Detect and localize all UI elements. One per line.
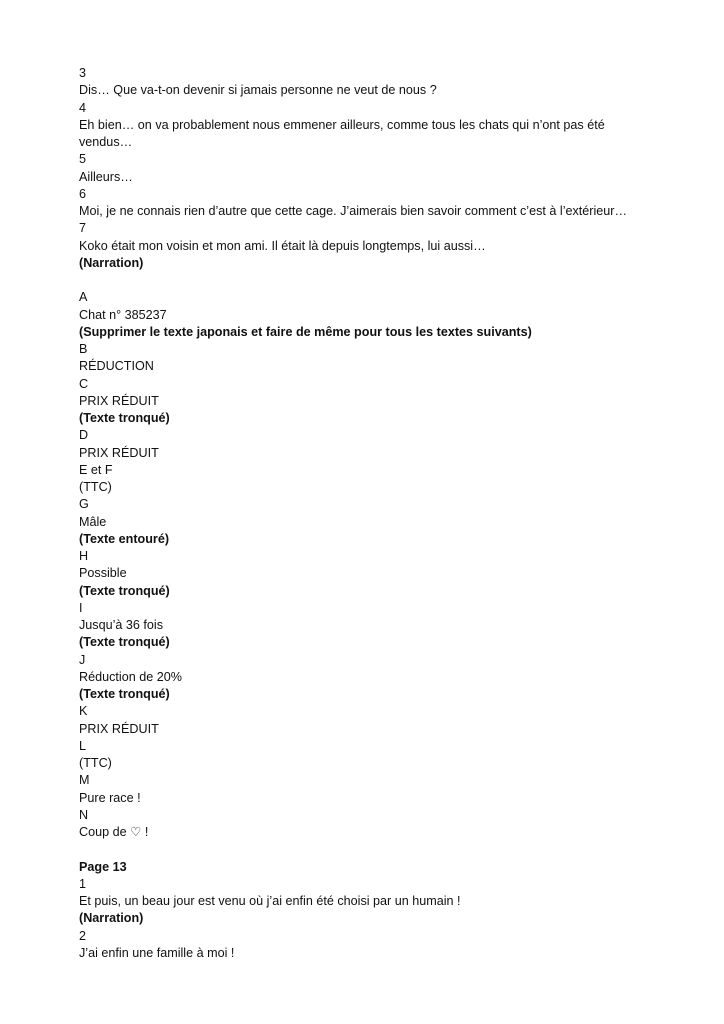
bold-note-line: (Supprimer le texte japonais et faire de même pour tous les textes suivants) xyxy=(79,324,532,339)
text-line: Moi, je ne connais rien d’autre que cette cage. J’aimerais bien savoir comment c’est à l’extérieur… xyxy=(79,204,628,218)
text-line: PRIX RÉDUIT xyxy=(79,721,159,736)
text-line: A xyxy=(79,290,88,305)
text-line: B xyxy=(79,342,88,356)
text-line: H xyxy=(79,549,89,563)
text-line: (TTC) xyxy=(79,480,112,494)
text-line: Pure race ! xyxy=(79,790,141,805)
text-line: D xyxy=(79,428,89,443)
blank-line xyxy=(79,272,679,289)
text-line: 6 xyxy=(79,186,87,201)
bold-note-line: (Texte tronqué) xyxy=(79,687,170,701)
text-line: vendus… xyxy=(79,135,133,149)
text-line: Ailleurs… xyxy=(79,169,133,184)
text-line: Eh bien… on va probablement nous emmener ailleurs, comme tous les chats qui n’ont pas été xyxy=(79,117,605,132)
text-line: (TTC) xyxy=(79,756,112,770)
text-line: J xyxy=(79,652,86,667)
text-line: 2 xyxy=(79,928,87,943)
blank-line xyxy=(79,841,679,858)
text-line: RÉDUCTION xyxy=(79,359,154,374)
text-line: Chat n° 385237 xyxy=(79,307,167,322)
text-line: 7 xyxy=(79,221,87,236)
bold-note-line: (Texte tronqué) xyxy=(79,411,170,425)
bold-note-line: (Narration) xyxy=(79,911,144,926)
text-line: C xyxy=(79,376,89,391)
text-line: L xyxy=(79,738,87,753)
document-body xyxy=(79,65,679,962)
text-line: M xyxy=(79,773,90,788)
text-line: Coup de ♡ ! xyxy=(79,825,149,839)
text-line: E et F xyxy=(79,462,113,477)
bold-note-line: (Texte entouré) xyxy=(79,531,170,546)
text-line: I xyxy=(79,600,83,615)
text-line: PRIX RÉDUIT xyxy=(79,445,159,460)
text-line: Mâle xyxy=(79,514,107,529)
text-line: PRIX RÉDUIT xyxy=(79,393,159,408)
text-line: Et puis, un beau jour est venu où j’ai enfin été choisi par un humain ! xyxy=(79,894,461,908)
bold-note-line: (Narration) xyxy=(79,255,144,270)
bold-note-line: (Texte tronqué) xyxy=(79,583,170,598)
text-line: 3 xyxy=(79,66,87,80)
text-line: Koko était mon voisin et mon ami. Il était là depuis longtemps, lui aussi… xyxy=(79,238,486,253)
text-line: 1 xyxy=(79,876,87,891)
text-line: Possible xyxy=(79,566,127,581)
text-line: G xyxy=(79,497,89,512)
text-line: J’ai enfin une famille à moi ! xyxy=(79,945,235,960)
text-line: K xyxy=(79,704,88,719)
text-line: 5 xyxy=(79,152,87,167)
text-line: 4 xyxy=(79,100,87,115)
text-line: Réduction de 20% xyxy=(79,669,182,684)
text-line: Dis… Que va-t-on devenir si jamais personne ne veut de nous ? xyxy=(79,83,437,98)
bold-note-line: Page 13 xyxy=(79,859,127,874)
text-line: Jusqu’à 36 fois xyxy=(79,618,164,632)
bold-note-line: (Texte tronqué) xyxy=(79,635,170,650)
text-line: N xyxy=(79,807,89,822)
